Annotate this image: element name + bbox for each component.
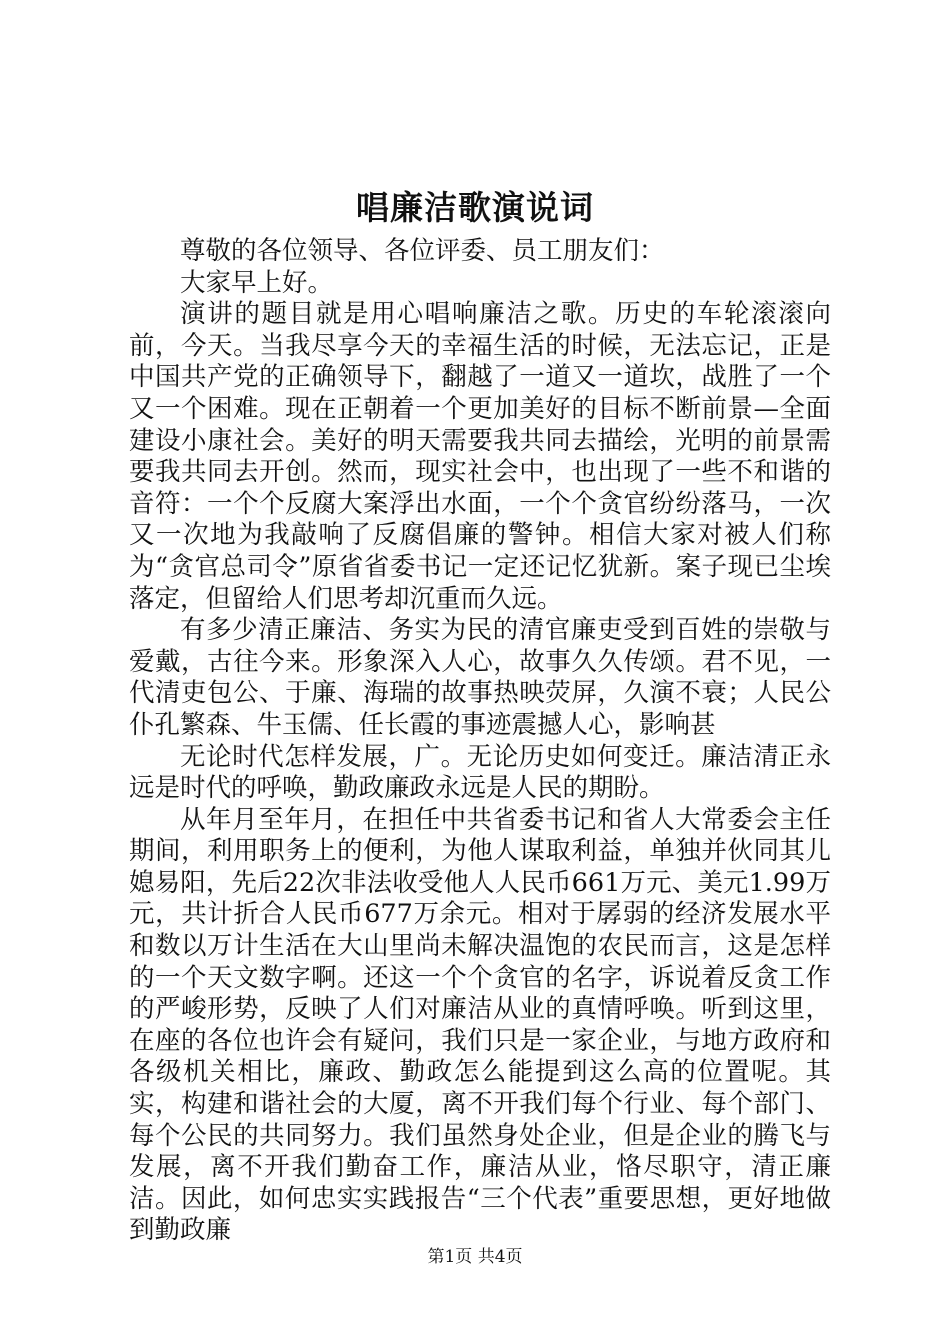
page-footer: 第1页 共4页: [427, 1247, 523, 1267]
greeting-paragraph: 大家早上好。: [180, 267, 334, 298]
body-paragraph: 从年月至年月，在担任中共省委书记和省人大常委会主任期间，利用职务上的便利，为他人谋取利益，单独并伙同其儿媳易阳，先后22次非法收受他人人民币661万元、美元1.99万元，共计折合人民币677万余元。相对于孱弱的经济发展水平和数以万计生活在大山里尚未解决温饱的农民而言，这是怎样的一个天文数字啊。还这一个个贪官的名字，诉说着反贪工作的严峻形势，反映了人们对廉洁从业的真情呼唤。听到这里，在座的各位也许会有疑问，我们只是一家企业，与地方政府和各级机关相比，廉政、勤政怎么能提到这么高的位置呢。其实，构建和谐社会的大厦，离不开我们每个行业、每个部门、每个公民的共同努力。我们虽然身处企业，但是企业的腾飞与发展，离不开我们勤奋工作，廉洁从业，恪尽职守，清正廉洁。因此，如何忠实实践报告“三个代表”重要思想，更好地做到勤政廉: [129, 804, 831, 1246]
body-paragraph: 有多少清正廉洁、务实为民的清官廉吏受到百姓的崇敬与爱戴，古往今来。形象深入人心，故事久久传颂。君不见，一代清吏包公、于廉、海瑞的故事热映荧屏，久演不衰；人民公仆孔繁森、牛玉儒、任长霞的事迹震撼人心，影响甚: [129, 615, 831, 740]
document-body: [129, 236, 831, 1247]
document-title: 唱廉洁歌演说词: [356, 188, 594, 227]
body-paragraph: 演讲的题目就是用心唱响廉洁之歌。历史的车轮滚滚向前，今天。当我尽享今天的幸福生活的时候，无法忘记，正是中国共产党的正确领导下，翻越了一道又一道坎，战胜了一个又一个困难。现在正朝着一个更加美好的目标不断前景—全面建设小康社会。美好的明天需要我共同去描绘，光明的前景需要我共同去开创。然而，现实社会中，也出现了一些不和谐的音符：一个个反腐大案浮出水面，一个个贪官纷纷落马，一次又一次地为我敲响了反腐倡廉的警钟。相信大家对被人们称为“贪官总司令”原省省委书记一定还记忆犹新。案子现已尘埃落定，但留给人们思考却沉重而久远。: [129, 299, 831, 614]
body-paragraph: 无论时代怎样发展，广。无论历史如何变迁。廉洁清正永远是时代的呼唤，勤政廉政永远是人民的期盼。: [129, 741, 831, 804]
salutation-paragraph: 尊敬的各位领导、各位评委、员工朋友们：: [180, 236, 665, 266]
